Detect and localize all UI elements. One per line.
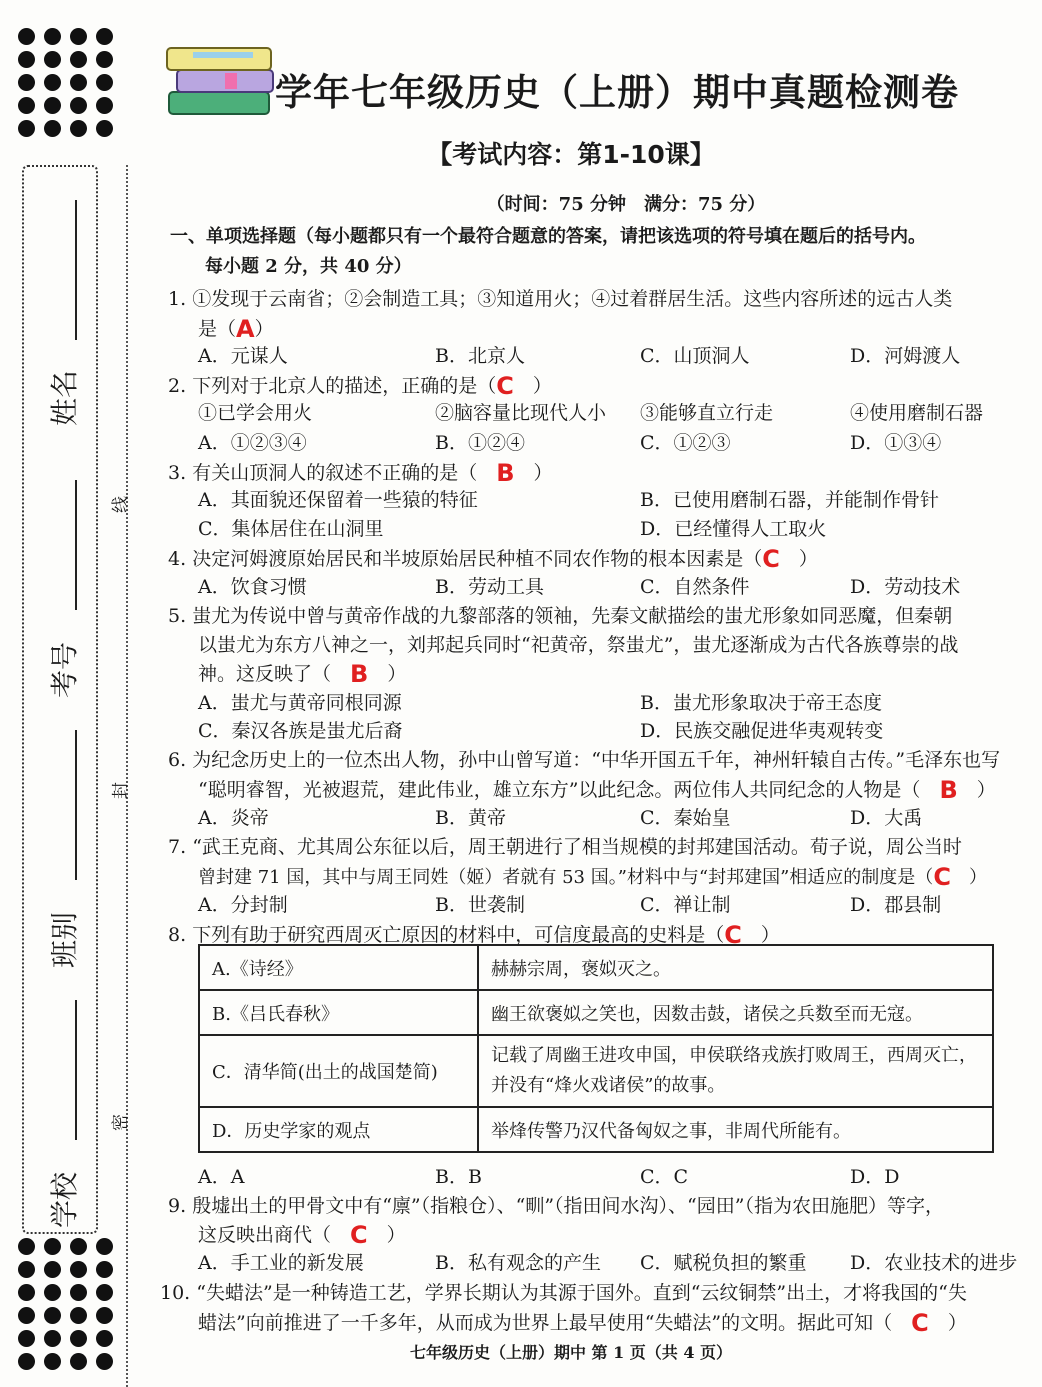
q10-text-cont: 蜡法”向前推进了一千多年，从而成为世界上最早使用“失蜡法”的文明。据此可知（ C ）: [198, 1309, 967, 1337]
q5-text: 5. 蚩尤为传说中曾与黄帝作战的九黎部落的领袖，先秦文献描绘的蚩尤形象如同恶魔，但秦朝: [168, 605, 953, 627]
name-field-line[interactable]: [75, 200, 77, 340]
class-field-label: 班别: [48, 911, 82, 969]
table-cell-source: C．清华简(出土的战国楚简): [199, 1035, 478, 1107]
q5-option-d[interactable]: D．民族交融促进华夷观转变: [640, 720, 884, 742]
q2-option-b[interactable]: B．①②④: [435, 432, 525, 454]
page-title: 学年七年级历史（上册）期中真题检测卷: [275, 71, 959, 114]
exam-scope: 【考试内容：第1-10课】: [427, 140, 715, 169]
q6-text: 6. 为纪念历史上的一位杰出人物，孙中山曾写道：“中华开国五千年，神州轩辕自古传。”毛泽东也写: [168, 749, 1001, 771]
q1-option-a[interactable]: A．元谋人: [198, 345, 288, 367]
q9-option-b[interactable]: B．私有观念的产生: [435, 1252, 601, 1274]
q2-statement-3: ③能够直立行走: [640, 402, 774, 424]
table-cell-source: B.《吕氏春秋》: [199, 990, 478, 1035]
q7-option-d[interactable]: D．郡县制: [850, 894, 942, 916]
q10-text: 10. “失蜡法”是一种铸造工艺，学界长期认为其源于国外。直到“云纹铜禁”出土，才将我国的“失: [160, 1282, 967, 1304]
q5-answer[interactable]: B: [350, 660, 369, 688]
q1-option-b[interactable]: B．北京人: [435, 345, 525, 367]
q6-option-c[interactable]: C．秦始皇: [640, 807, 731, 829]
q7-text: 7. “武王克商、尤其周公东征以后，周王朝进行了相当规模的封邦建国活动。荀子说，周公当时: [168, 836, 962, 858]
table-row: [199, 1107, 993, 1152]
table-row: [199, 945, 993, 990]
q7-option-c[interactable]: C．禅让制: [640, 894, 731, 916]
table-cell-content: 赫赫宗周，褒姒灭之。: [478, 945, 993, 990]
q4-option-b[interactable]: B．劳动工具: [435, 576, 544, 598]
table-row: [199, 990, 993, 1035]
q2-statement-4: ④使用磨制石器: [850, 402, 984, 424]
q9-option-d[interactable]: D．农业技术的进步: [850, 1252, 1018, 1274]
cut-line: [126, 165, 128, 1387]
class-field-line[interactable]: [75, 730, 77, 880]
q2-answer[interactable]: C: [496, 372, 514, 400]
binding-strip: [22, 165, 98, 1234]
q1-text-cont: 是（A）: [198, 315, 274, 343]
q6-option-b[interactable]: B．黄帝: [435, 807, 506, 829]
q6-text-cont: “聪明睿智，光被遐荒，建此伟业，雄立东方”以此纪念。两位伟人共同纪念的人物是（ B ）: [198, 776, 996, 804]
q9-option-c[interactable]: C．赋税负担的繁重: [640, 1252, 807, 1274]
q4-text: 4. 决定河姆渡原始居民和半坡原始居民种植不同农作物的根本因素是（C ）: [168, 545, 818, 573]
table-cell-source: D．历史学家的观点: [199, 1107, 478, 1152]
q1-text: 1. ①发现于云南省；②会制造工具；③知道用火；④过着群居生活。这些内容所述的远古人类: [168, 288, 953, 310]
q9-option-a[interactable]: A．手工业的新发展: [198, 1252, 364, 1274]
books-icon: [163, 40, 281, 120]
table-cell-content: 记载了周幽王进攻申国，申侯联络戎族打败周王，西周灭亡，并没有“烽火戏诸侯”的故事。: [478, 1035, 993, 1107]
exam-number-field-label: 考号: [48, 641, 82, 699]
q3-answer[interactable]: B: [496, 459, 515, 487]
q3-text: 3. 有关山顶洞人的叙述不正确的是（ B ）: [168, 459, 553, 487]
school-field-label: 学校: [48, 1171, 82, 1229]
school-field-line[interactable]: [75, 1000, 77, 1140]
name-field-label: 姓名: [48, 369, 82, 427]
cut-word-line: 线: [111, 496, 131, 513]
q5-text-cont1: 以蚩尤为东方八神之一，刘邦起兵同时“祀黄帝，祭蚩尤”，蚩尤逐渐成为古代各族尊崇的战: [198, 634, 959, 656]
q3-option-a[interactable]: A．其面貌还保留着一些猿的特征: [198, 489, 478, 511]
q2-option-a[interactable]: A．①②③④: [198, 432, 307, 454]
q5-option-b[interactable]: B．蚩尤形象取决于帝王态度: [640, 692, 882, 714]
q2-text: 2. 下列对于北京人的描述，正确的是（C ）: [168, 372, 552, 400]
section-heading-cont: 每小题 2 分，共 40 分）: [205, 256, 412, 277]
q9-text: 9. 殷墟出土的甲骨文中有“廪”（指粮仓）、“甽”（指田间水沟）、“园田”（指为农田施肥）等字，: [168, 1195, 944, 1217]
q10-answer[interactable]: C: [911, 1309, 929, 1337]
q4-option-c[interactable]: C．自然条件: [640, 576, 750, 598]
q6-option-a[interactable]: A．炎帝: [198, 807, 269, 829]
q4-option-a[interactable]: A．饮食习惯: [198, 576, 307, 598]
q3-option-b[interactable]: B．已使用磨制石器，并能制作骨针: [640, 489, 939, 511]
cut-word-secret: 密: [111, 1114, 131, 1131]
q8-option-c[interactable]: C．C: [640, 1166, 689, 1188]
table-cell-source: A.《诗经》: [199, 945, 478, 990]
time-info: （时间：75 分钟 满分：75 分）: [486, 194, 766, 215]
q7-option-a[interactable]: A．分封制: [198, 894, 288, 916]
q5-text-cont2: 神。这反映了（ B ）: [198, 660, 407, 688]
q7-text-cont: 曾封建 71 国，其中与周王同姓（姬）者就有 53 国。”材料中与“封邦建国”相适应的制度是（C ）: [198, 863, 987, 891]
table-cell-content: 幽王欲褒姒之笑也，因数击鼓，诸侯之兵数至而无寇。: [478, 990, 993, 1035]
q7-option-b[interactable]: B．世袭制: [435, 894, 525, 916]
table-row: [199, 1035, 993, 1107]
q1-answer[interactable]: A: [236, 315, 255, 343]
q6-option-d[interactable]: D．大禹: [850, 807, 923, 829]
q6-answer[interactable]: B: [939, 776, 958, 804]
q2-statement-2: ②脑容量比现代人小: [435, 402, 607, 424]
exam-number-field-line[interactable]: [75, 480, 77, 610]
q2-option-d[interactable]: D．①③④: [850, 432, 942, 454]
q7-answer[interactable]: C: [933, 863, 951, 891]
q5-option-a[interactable]: A．蚩尤与黄帝同根同源: [198, 692, 402, 714]
section-heading: 一、单项选择题（每小题都只有一个最符合题意的答案，请把该选项的符号填在题后的括号内。: [170, 226, 926, 247]
q8-answer[interactable]: C: [724, 921, 742, 949]
binding-dots-top: [18, 28, 113, 137]
q8-text: 8. 下列有助于研究西周灭亡原因的材料中，可信度最高的史料是（C ）: [168, 921, 780, 949]
cut-word-seal: 封: [111, 782, 131, 799]
table-cell-content: 举烽传警乃汉代备匈奴之事，非周代所能有。: [478, 1107, 993, 1152]
q8-option-a[interactable]: A．A: [198, 1166, 245, 1188]
page-footer: 七年级历史（上册）期中 第 1 页（共 4 页）: [409, 1343, 733, 1362]
q8-option-d[interactable]: D．D: [850, 1166, 900, 1188]
q2-option-c[interactable]: C．①②③: [640, 432, 731, 454]
q1-option-d[interactable]: D．河姆渡人: [850, 345, 961, 367]
q8-source-table: [198, 944, 994, 1153]
q3-option-d[interactable]: D．已经懂得人工取火: [640, 518, 827, 540]
q2-statement-1: ①已学会用火: [198, 402, 313, 424]
q4-answer[interactable]: C: [762, 545, 780, 573]
q4-option-d[interactable]: D．劳动技术: [850, 576, 961, 598]
q9-text-cont: 这反映出商代（ C ）: [198, 1221, 406, 1249]
q8-option-b[interactable]: B．B: [435, 1166, 482, 1188]
q5-option-c[interactable]: C．秦汉各族是蚩尤后裔: [198, 720, 403, 742]
q3-option-c[interactable]: C．集体居住在山洞里: [198, 518, 384, 540]
q1-option-c[interactable]: C．山顶洞人: [640, 345, 750, 367]
q9-answer[interactable]: C: [350, 1221, 368, 1249]
